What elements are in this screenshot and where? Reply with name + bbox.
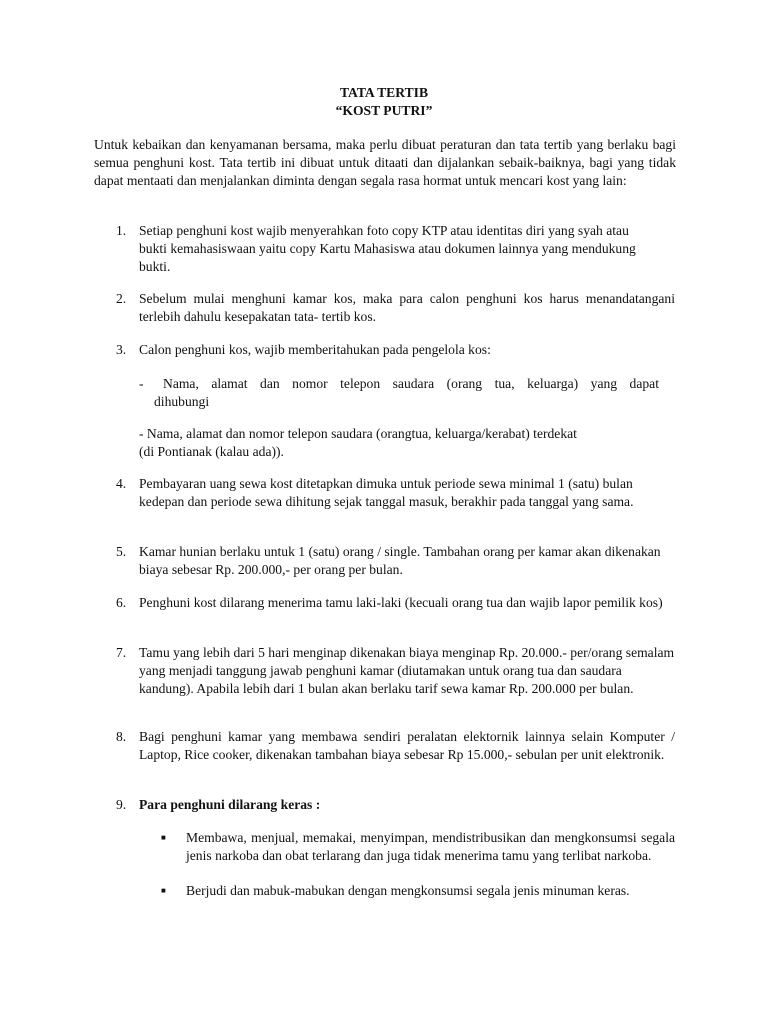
rule-text: Bagi penghuni kamar yang membawa sendiri peralatan elektornik lainnya selain Komputer / Laptop, Rice cooker, dikenakan tambahan biaya sebesar Rp 15.000,- sebulan per unit elektronik. bbox=[139, 729, 675, 762]
subitem-text: - Nama, alamat dan nomor telepon saudara (orangtua, keluarga/kerabat) terdekat bbox=[139, 426, 577, 441]
rule-text: Setiap penghuni kost wajib menyerahkan foto copy KTP atau identitas diri yang syah atau bukti kemahasiswaan yaitu copy Kartu Mahasiswa atau dokumen lainnya yang mendukung bukti. bbox=[139, 223, 636, 274]
rule-number: 9. bbox=[116, 797, 127, 812]
bullet-text: Berjudi dan mabuk-mabukan dengan mengkonsumsi segala jenis minuman keras. bbox=[186, 883, 630, 898]
rule-text: Para penghuni dilarang keras : bbox=[139, 797, 321, 812]
rule-number: 6. bbox=[116, 595, 127, 610]
rule-text: Penghuni kost dilarang menerima tamu laki-laki (kecuali orang tua dan wajib lapor pemilik kos) bbox=[139, 595, 663, 610]
rule-number: 1. bbox=[116, 223, 127, 238]
rule-text: Tamu yang lebih dari 5 hari menginap dikenakan biaya menginap Rp. 20.000.- per/orang semalam yang menjadi tanggung jawab penghuni kamar (diutamakan untuk orang tua dan saudara kandung). Apabila lebih dari 1 bulan akan berlaku tarif sewa kamar Rp. 200.000 per bulan. bbox=[139, 645, 675, 696]
rule-text: Calon penghuni kos, wajib memberitahukan pada pengelola kos: bbox=[139, 342, 491, 357]
bullet-text: Membawa, menjual, memakai, menyimpan, mendistribusikan dan mengkonsumsi segala jenis narkoba dan obat terlarang dan juga tidak menerima tamu yang terlibat narkoba. bbox=[186, 830, 675, 863]
rule-number: 5. bbox=[116, 544, 127, 559]
rule-number: 7. bbox=[116, 645, 127, 660]
square-bullet-icon: ■ bbox=[161, 886, 166, 895]
rule-3-subitem-2 bbox=[139, 425, 659, 461]
rule-text: Sebelum mulai menghuni kamar kos, maka para calon penghuni kos harus menandatangani terlebih dahulu kesepakatan tata- tertib kos. bbox=[139, 291, 675, 324]
rule-number: 2. bbox=[116, 291, 127, 306]
rule-3-subitem-1 bbox=[139, 375, 659, 411]
subitem-text-continued: dihubungi bbox=[154, 394, 210, 409]
rule-number: 8. bbox=[116, 729, 127, 744]
square-bullet-icon: ■ bbox=[161, 833, 166, 842]
rule-number: 3. bbox=[116, 342, 127, 357]
rule-text: Pembayaran uang sewa kost ditetapkan dimuka untuk periode sewa minimal 1 (satu) bulan kedepan dan periode sewa dihitung sejak tanggal masuk, berakhir pada tanggal yang sama. bbox=[139, 476, 634, 509]
document-title: TATA TERTIB bbox=[339, 85, 429, 100]
subitem-text-continued: (di Pontianak (kalau ada)). bbox=[139, 444, 284, 459]
subitem-text: Nama, alamat dan nomor telepon saudara (orang tua, keluarga) yang dapat bbox=[163, 376, 659, 391]
rule-text: Kamar hunian berlaku untuk 1 (satu) orang / single. Tambahan orang per kamar akan dikenakan biaya sebesar Rp. 200.000,- per orang per bulan. bbox=[139, 544, 661, 577]
rule-number: 4. bbox=[116, 476, 127, 491]
document-subtitle: “KOST PUTRI” bbox=[335, 103, 433, 118]
intro-paragraph: Untuk kebaikan dan kenyamanan bersama, maka perlu dibuat peraturan dan tata tertib yang berlaku bagi semua penghuni kost. Tata tertib ini dibuat untuk ditaati dan dijalankan sebaik-baiknya, bagi yang tidak dapat mentaati dan menjalankan diminta dengan segala rasa hormat untuk mencari kost yang lain: bbox=[94, 137, 676, 188]
dash-marker: - bbox=[139, 376, 144, 391]
